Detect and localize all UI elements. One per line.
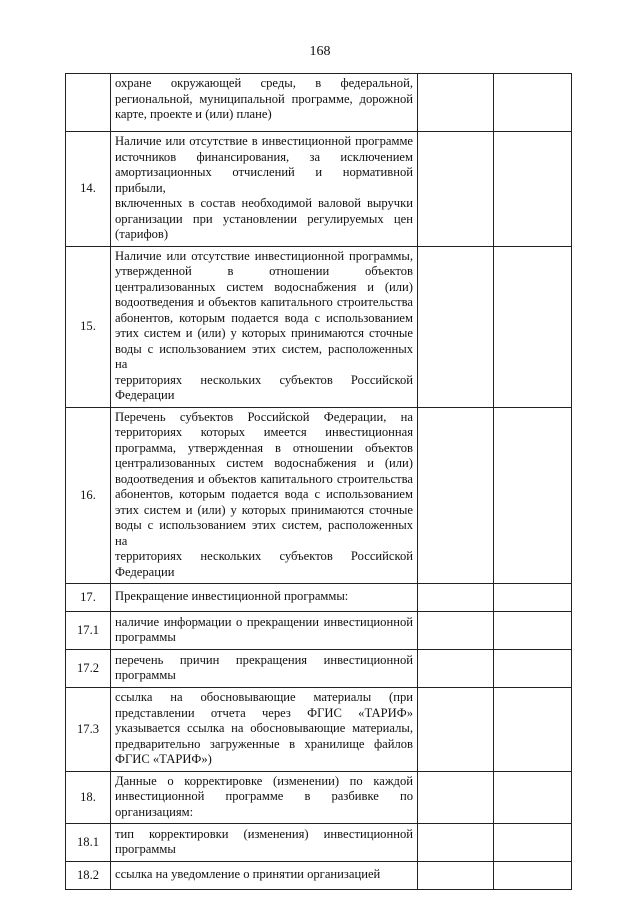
value-cell-2 [494,612,572,650]
table-row [66,246,572,407]
indicator-text [111,74,418,132]
row-number: 16. [66,407,111,584]
indicator-text [111,862,418,890]
table-row [66,584,572,612]
value-cell-2 [494,771,572,824]
value-cell-2 [494,407,572,584]
text-line: Данные о корректировке (изменении) по каждой [115,773,413,788]
text-line: перечень причин прекращения инвестиционной [115,652,413,667]
text-line: Наличие или отсутствие в инвестиционной программе [115,134,413,148]
row-number: 17.2 [66,650,111,688]
value-cell-2 [494,246,572,407]
indicator-text [111,688,418,772]
row-number: 18.1 [66,824,111,862]
value-cell-2 [494,824,572,862]
row-number: 17. [66,584,111,612]
text-line: инвестиционной программе в разбивке по [115,789,413,803]
value-cell-2 [494,650,572,688]
row-number: 14. [66,132,111,247]
value-cell-1 [418,612,494,650]
text-line: водоотведения и объектов капитального строительства [115,471,413,486]
text-line: централизованных систем водоснабжения и (или) [115,456,413,470]
row-number: 18.2 [66,862,111,890]
indicator-text [111,584,418,612]
text-line: Федерации [115,388,175,402]
table-row [66,132,572,247]
value-cell-1 [418,688,494,772]
value-cell-1 [418,74,494,132]
text-line: этих систем и (или) у которых принимаются сточные [115,502,413,517]
value-cell-1 [418,771,494,824]
table-row [66,771,572,824]
indicator-text [111,407,418,584]
text-line: источников финансирования, за исключением [115,149,413,164]
text-line: ссылка на обосновывающие материалы (при [115,690,413,704]
indicator-text [111,132,418,247]
table-row [66,824,572,862]
value-cell-2 [494,584,572,612]
text-line: Перечень субъектов Российской Федерации, на [115,409,413,424]
text-line: организации при установлении регулируемых цен [115,211,413,226]
indicator-text [111,771,418,824]
row-number: 15. [66,246,111,407]
indicator-table [65,73,572,890]
text-line: воды с использованием этих систем, расположенных на [115,518,413,548]
text-line: организациям: [115,804,194,819]
text-line: (тарифов) [115,227,169,241]
table-row [66,407,572,584]
text-line: этих систем и (или) у которых принимаются сточные [115,326,413,340]
value-cell-1 [418,407,494,584]
row-number: 18. [66,771,111,824]
indicator-text [111,650,418,688]
text-line: абонентов, которым подается вода с использованием [115,310,413,325]
value-cell-2 [494,688,572,772]
text-line: абонентов, которым подается вода с использованием [115,487,413,501]
table-row [66,862,572,890]
table-row [66,612,572,650]
text-line: Наличие или отсутствие инвестиционной программы, [115,248,413,263]
row-number: 17.3 [66,688,111,772]
value-cell-1 [418,650,494,688]
text-line: карте, проекте и (или) плане) [115,107,272,121]
text-line: представлении отчета через ФГИС «ТАРИФ» [115,705,413,720]
text-line: региональной, муниципальной программе, дорожной [115,91,413,106]
page-number: 168 [309,44,331,59]
text-line: тип корректировки (изменения) инвестиционной [115,826,413,841]
text-line: утвержденной в отношении объектов [115,264,413,278]
text-line: охране окружающей среды, в федеральной, [115,76,413,90]
text-line: указывается ссылка на обосновывающие материалы, [115,721,413,735]
table-row [66,650,572,688]
table-row [66,74,572,132]
text-line: территориях нескольких субъектов Российской [115,372,413,387]
text-line: программа, утвержденная в отношении объектов [115,440,413,455]
value-cell-2 [494,74,572,132]
text-line: ссылка на уведомление о принятии организацией [115,867,381,882]
value-cell-1 [418,132,494,247]
text-line: программы [115,842,176,856]
indicator-text [111,824,418,862]
row-number [66,74,111,132]
value-cell-1 [418,584,494,612]
text-line: централизованных систем водоснабжения и (или) [115,279,413,294]
value-cell-2 [494,862,572,890]
text-line: водоотведения и объектов капитального строительства [115,295,413,309]
indicator-text [111,612,418,650]
text-line: воды с использованием этих систем, расположенных на [115,341,413,371]
text-line: предварительно загруженные в хранилище файлов [115,736,413,751]
value-cell-1 [418,862,494,890]
text-line: территориях нескольких субъектов Российской [115,549,413,563]
value-cell-1 [418,824,494,862]
text-line: наличие информации о прекращении инвестиционной [115,614,413,629]
table-row [66,688,572,772]
value-cell-1 [418,246,494,407]
text-line: включенных в состав необходимой валовой выручки [115,196,413,210]
text-line: программы [115,668,176,682]
text-line: Прекращение инвестиционной программы: [115,589,349,604]
text-line: программы [115,630,176,644]
text-line: территориях которых имеется инвестиционная [115,425,413,439]
row-number: 17.1 [66,612,111,650]
indicator-text [111,246,418,407]
text-line: ФГИС «ТАРИФ») [115,752,212,766]
text-line: амортизационных отчислений и нормативной прибыли, [115,165,413,195]
text-line: Федерации [115,564,175,579]
value-cell-2 [494,132,572,247]
table-body [66,74,572,890]
